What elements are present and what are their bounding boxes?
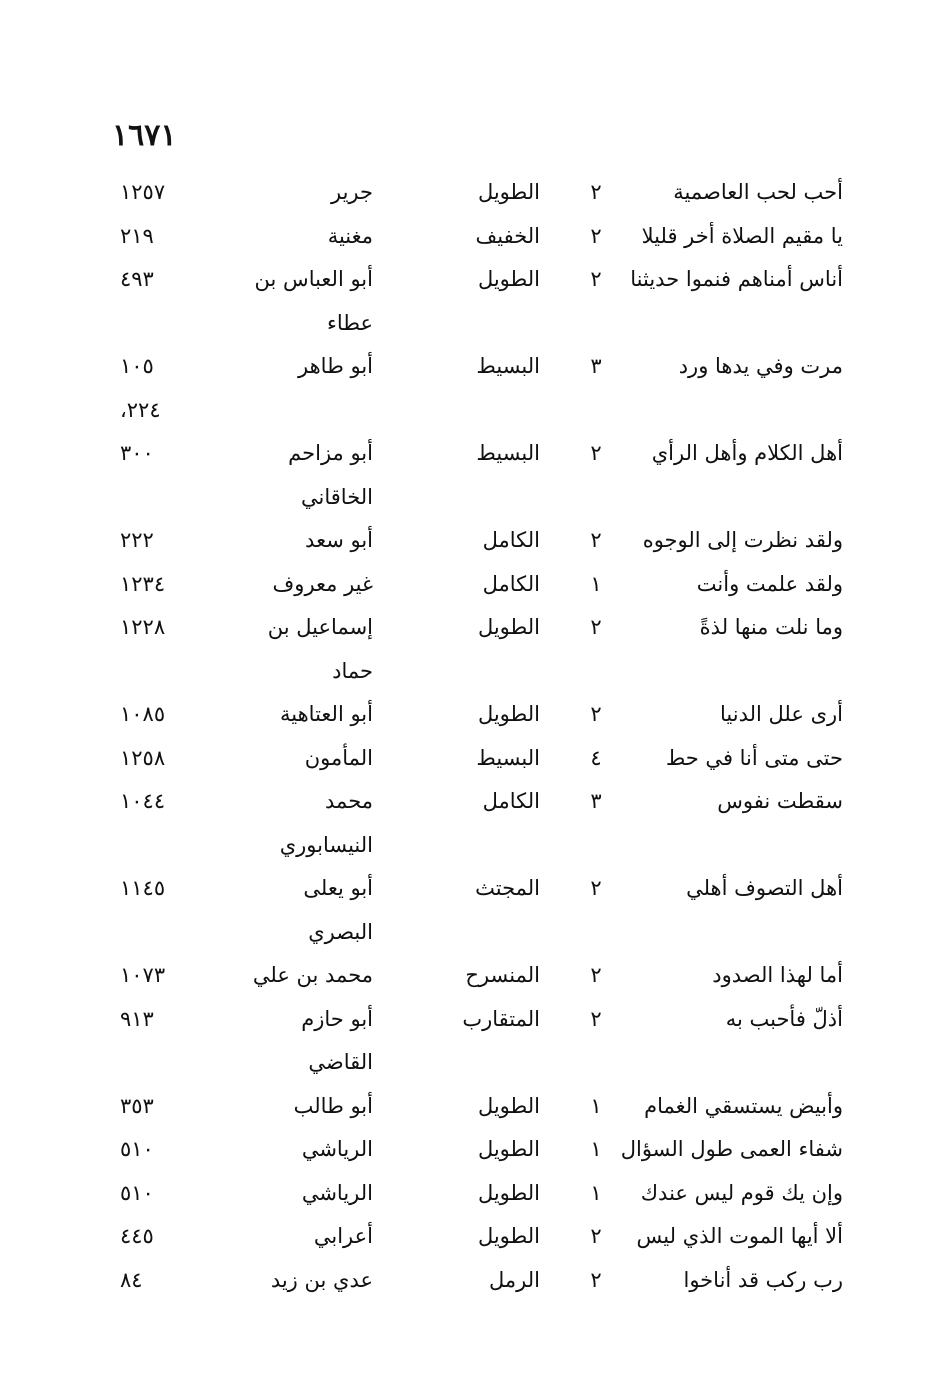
poet-cell: حماد <box>332 658 373 683</box>
page-cell: ١٠٥ <box>120 354 154 378</box>
table-row <box>0 825 947 869</box>
page-cell: ٥١٠ <box>120 1137 154 1161</box>
count-cell: ٢ <box>590 1267 602 1292</box>
meter-cell: الطويل <box>477 1093 540 1118</box>
page-cell: ١٢٥٨ <box>120 745 166 770</box>
meter-cell: الطويل <box>477 702 540 726</box>
meter-cell: البسيط <box>476 354 540 378</box>
page-cell: ٤٩٣ <box>120 267 154 291</box>
poet-cell: البصري <box>308 919 373 944</box>
count-cell: ٢ <box>590 615 602 639</box>
page-cell: ٩١٣ <box>120 1006 154 1031</box>
poet-cell: إسماعيل بن <box>267 615 373 639</box>
count-cell: ١ <box>590 1093 602 1118</box>
poet-cell: الخاقاني <box>301 484 373 509</box>
page-cell: ١٢٣٤ <box>120 571 166 596</box>
table-row <box>0 955 947 999</box>
count-cell: ٢ <box>590 1224 602 1248</box>
poet-cell: أعرابي <box>313 1224 373 1248</box>
table-row <box>0 1042 947 1086</box>
table-row <box>0 999 947 1043</box>
table-row <box>0 694 947 738</box>
table-row <box>0 172 947 216</box>
page-cell: ٥١٠ <box>120 1180 154 1205</box>
table-row <box>0 477 947 521</box>
table-row <box>0 564 947 608</box>
verse-cell: وأبيض يستسقي الغمام <box>644 1093 843 1118</box>
page-cell: ٨٤ <box>120 1267 143 1292</box>
count-cell: ٣ <box>590 789 602 813</box>
poet-cell: أبو مزاحم <box>288 441 373 465</box>
count-cell: ٢ <box>590 267 602 291</box>
poet-cell: النيسابوري <box>279 832 373 857</box>
meter-cell: الكامل <box>482 571 540 596</box>
meter-cell: الخفيف <box>475 223 540 248</box>
poet-cell: عدي بن زيد <box>270 1267 373 1292</box>
table-row <box>0 607 947 651</box>
table-row <box>0 868 947 912</box>
index-table <box>0 172 947 1303</box>
poet-cell: الرياشي <box>301 1137 373 1161</box>
page-cell: ١٠٧٣ <box>120 963 166 987</box>
verse-cell: أهل الكلام وأهل الرأي <box>651 441 843 465</box>
verse-cell: أرى علل الدنيا <box>720 702 843 726</box>
poet-cell: غير معروف <box>272 571 373 596</box>
meter-cell: البسيط <box>476 441 540 465</box>
poet-cell: جرير <box>331 180 373 204</box>
table-row <box>0 1129 947 1173</box>
meter-cell: الرمل <box>489 1267 540 1292</box>
verse-cell: ولقد علمت وأنت <box>696 571 843 596</box>
meter-cell: الكامل <box>482 528 540 552</box>
verse-cell: رب ركب قد أناخوا <box>683 1267 843 1292</box>
count-cell: ٢ <box>590 1006 602 1031</box>
poet-cell: مغنية <box>327 223 373 248</box>
count-cell: ٢ <box>590 702 602 726</box>
count-cell: ٢ <box>590 528 602 552</box>
poet-cell: أبو يعلى <box>303 876 373 900</box>
poet-cell: محمد <box>325 789 373 813</box>
page-cell: ١٢٢٨ <box>120 615 166 639</box>
page-cell: ٣٠٠ <box>120 441 154 465</box>
verse-cell: أذلّ فأحبب به <box>725 1006 843 1031</box>
page-cell: ٢٢٢ <box>120 528 154 552</box>
table-row <box>0 1086 947 1130</box>
table-row <box>0 781 947 825</box>
meter-cell: الطويل <box>477 267 540 291</box>
poet-cell: أبو طاهر <box>298 354 373 378</box>
page-number: ١٦٧١ <box>112 118 177 153</box>
count-cell: ٢ <box>590 876 602 900</box>
table-row <box>0 346 947 390</box>
table-row <box>0 520 947 564</box>
table-row <box>0 1173 947 1217</box>
table-row <box>0 216 947 260</box>
table-row <box>0 912 947 956</box>
poet-cell: أبو طالب <box>293 1093 373 1118</box>
count-cell: ١ <box>590 571 602 596</box>
count-cell: ٤ <box>590 745 602 770</box>
meter-cell: المنسرح <box>465 963 540 987</box>
verse-cell: شفاء العمى طول السؤال <box>620 1137 843 1161</box>
poet-cell: أبو العتاهية <box>280 702 373 726</box>
verse-cell: مرت وفي يدها ورد <box>678 354 843 378</box>
verse-cell: أهل التصوف أهلي <box>686 876 843 900</box>
count-cell: ٢ <box>590 223 602 248</box>
poet-cell: عطاء <box>326 310 373 335</box>
table-row <box>0 651 947 695</box>
page-cell: ١٠٤٤ <box>120 789 166 813</box>
poet-cell: المأمون <box>304 745 373 770</box>
meter-cell: البسيط <box>476 745 540 770</box>
count-cell: ١ <box>590 1137 602 1161</box>
verse-cell: ولقد نظرت إلى الوجوه <box>642 528 843 552</box>
meter-cell: المتقارب <box>462 1006 540 1031</box>
poet-cell: الرياشي <box>301 1180 373 1205</box>
page-cell: ١٠٨٥ <box>120 702 166 726</box>
verse-cell: حتى متى أنا في حط <box>665 745 843 770</box>
poet-cell: القاضي <box>308 1050 373 1074</box>
table-row <box>0 303 947 347</box>
table-row <box>0 738 947 782</box>
verse-cell: أناس أمناهم فنموا حديثنا <box>630 267 843 291</box>
count-cell: ١ <box>590 1180 602 1205</box>
table-row <box>0 1216 947 1260</box>
verse-cell: أما لهذا الصدود <box>712 963 843 987</box>
verse-cell: أحب لحب العاصمية <box>673 180 843 204</box>
meter-cell: المجتث <box>475 876 540 900</box>
verse-cell: ألا أيها الموت الذي ليس <box>636 1224 843 1248</box>
count-cell: ٢ <box>590 963 602 987</box>
verse-cell: سقطت نفوس <box>717 789 843 813</box>
meter-cell: الطويل <box>477 1224 540 1248</box>
poet-cell: محمد بن علي <box>252 963 373 987</box>
page-cell: ١٢٥٧ <box>120 180 166 204</box>
count-cell: ٢ <box>590 180 602 204</box>
table-row <box>0 1260 947 1304</box>
count-cell: ٢ <box>590 441 602 465</box>
page-cell: ٢٢٤، <box>120 397 161 422</box>
meter-cell: الطويل <box>477 1137 540 1161</box>
count-cell: ٣ <box>590 354 602 378</box>
meter-cell: الكامل <box>482 789 540 813</box>
page-cell: ٣٥٣ <box>120 1093 154 1118</box>
page-cell: ٢١٩ <box>120 223 154 248</box>
verse-cell: وإن يك قوم ليس عندك <box>640 1180 843 1205</box>
table-row <box>0 390 947 434</box>
table-row <box>0 259 947 303</box>
meter-cell: الطويل <box>477 615 540 639</box>
page-cell: ١١٤٥ <box>120 876 166 900</box>
meter-cell: الطويل <box>477 180 540 204</box>
verse-cell: يا مقيم الصلاة أخر قليلا <box>641 223 843 248</box>
poet-cell: أبو العباس بن <box>254 267 373 291</box>
page-cell: ٤٤٥ <box>120 1224 154 1248</box>
poet-cell: أبو سعد <box>305 528 373 552</box>
meter-cell: الطويل <box>477 1180 540 1205</box>
poet-cell: أبو حازم <box>301 1006 373 1031</box>
table-row <box>0 433 947 477</box>
verse-cell: وما نلت منها لذةً <box>699 615 843 639</box>
